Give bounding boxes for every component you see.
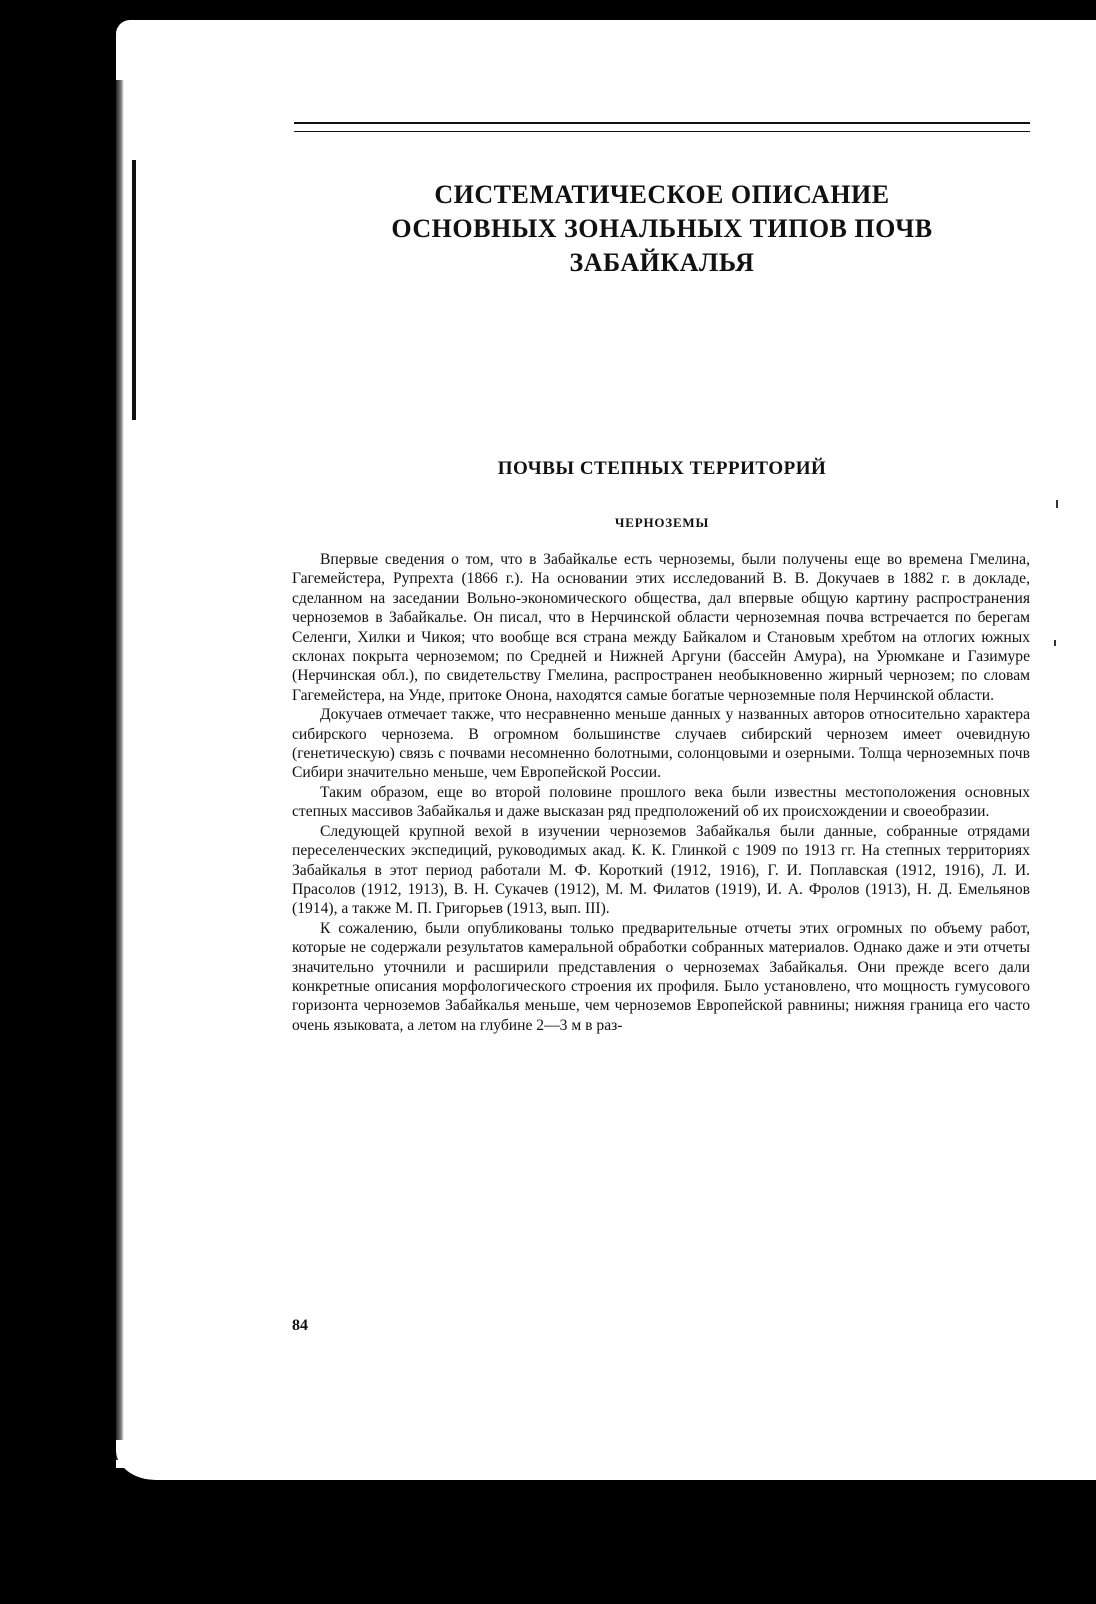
binding-mark xyxy=(132,160,136,420)
scan-speck xyxy=(1056,500,1058,508)
paragraph: Следующей крупной вехой в изучении черноземов Забайкалья были данные, собранные отрядами переселенческих экспедиций, руководимых акад. К. К. Глинкой с 1909 по 1913 гг. На степных территориях Забайкалья в этот период работали М. Ф. Короткий (1912, 1916), Г. И. Поплавская (1912, 1916), Л. И. Прасолов (1912, 1913), В. Н. Сукачев (1912), М. М. Филатов (1919), И. А. Фролов (1913), Н. Д. Емельянов (1914), а также М. П. Григорьев (1913, вып. III). xyxy=(292,822,1030,918)
paragraph: Докучаев отмечает также, что несравненно меньше данных у названных авторов относительно характера сибирского чернозема. В огромном большинстве случаев сибирский чернозем имеет очевидную (генетическую) связь с почвами несомненно болотными, солонцовыми и озерными. Толща черноземных почв Сибири значительно меньше, чем Европейской России. xyxy=(292,706,1030,782)
header-rule-bottom xyxy=(294,131,1030,132)
scan-speck xyxy=(1054,640,1056,646)
page-edge-shadow xyxy=(116,80,124,1460)
paragraph: К сожалению, были опубликованы только предварительные отчеты этих огромных по объему работ, которые не содержали результатов камеральной обработки собранных материалов. Однако даже и эти отчеты значительно уточнили и расширили представления о черноземах Забайкалья. Они прежде всего дали конкретные описания морфологического строения их профиля. Было установлено, что мощность гумусового горизонта черноземов Забайкалья меньше, чем черноземов Европейской равнины; нижняя граница его часто очень языковата, а летом на глубине 2—3 м в раз- xyxy=(292,919,1030,1034)
body-text xyxy=(292,550,1030,1035)
subsection-title: ЧЕРНОЗЕМЫ xyxy=(614,515,710,530)
chapter-title xyxy=(290,178,1034,280)
paragraph: Впервые сведения о том, что в Забайкалье есть черноземы, были получены еще во времена Гмелина, Гагемейстера, Рупрехта (1866 г.). На основании этих исследований В. В. Докучаев в 1882 г. в докладе, сделанном на заседании Вольно-экономического общества, дал впервые общую картину распространения черноземов в Забайкалье. Он писал, что в Нерчинской области черноземная почва встречается по берегам Селенги, Хилки и Чикоя; что вообще вся страна между Байкалом и Становым хребтом на отлогих южных склонах покрыта черноземом; по Средней и Нижней Аргуни (бассейн Амура), на Урюмкане и Газимуре (Нерчинская обл.), по свидетельству Гмелина, распространен необыкновенно жирный чернозем; по словам Гагемейстера, на Унде, притоке Онона, находятся самые богатые черноземные поля Нерчинской области. xyxy=(292,551,1030,704)
header-rule-top xyxy=(294,122,1030,124)
page-bottom-edge xyxy=(116,1440,1096,1480)
page-number: 84 xyxy=(292,1317,308,1334)
chapter-title-line: СИСТЕМАТИЧЕСКОЕ ОПИСАНИЕ xyxy=(434,180,890,209)
chapter-title-line: ОСНОВНЫХ ЗОНАЛЬНЫХ ТИПОВ ПОЧВ xyxy=(391,214,933,243)
chapter-title-line: ЗАБАЙКАЛЬЯ xyxy=(569,248,755,277)
section-title: ПОЧВЫ СТЕПНЫХ ТЕРРИТОРИЙ xyxy=(497,458,827,479)
paragraph: Таким образом, еще во второй половине прошлого века были известны местоположения основных степных массивов Забайкалья и даже высказан ряд предположений об их происхождении и своеобразии. xyxy=(292,783,1030,821)
